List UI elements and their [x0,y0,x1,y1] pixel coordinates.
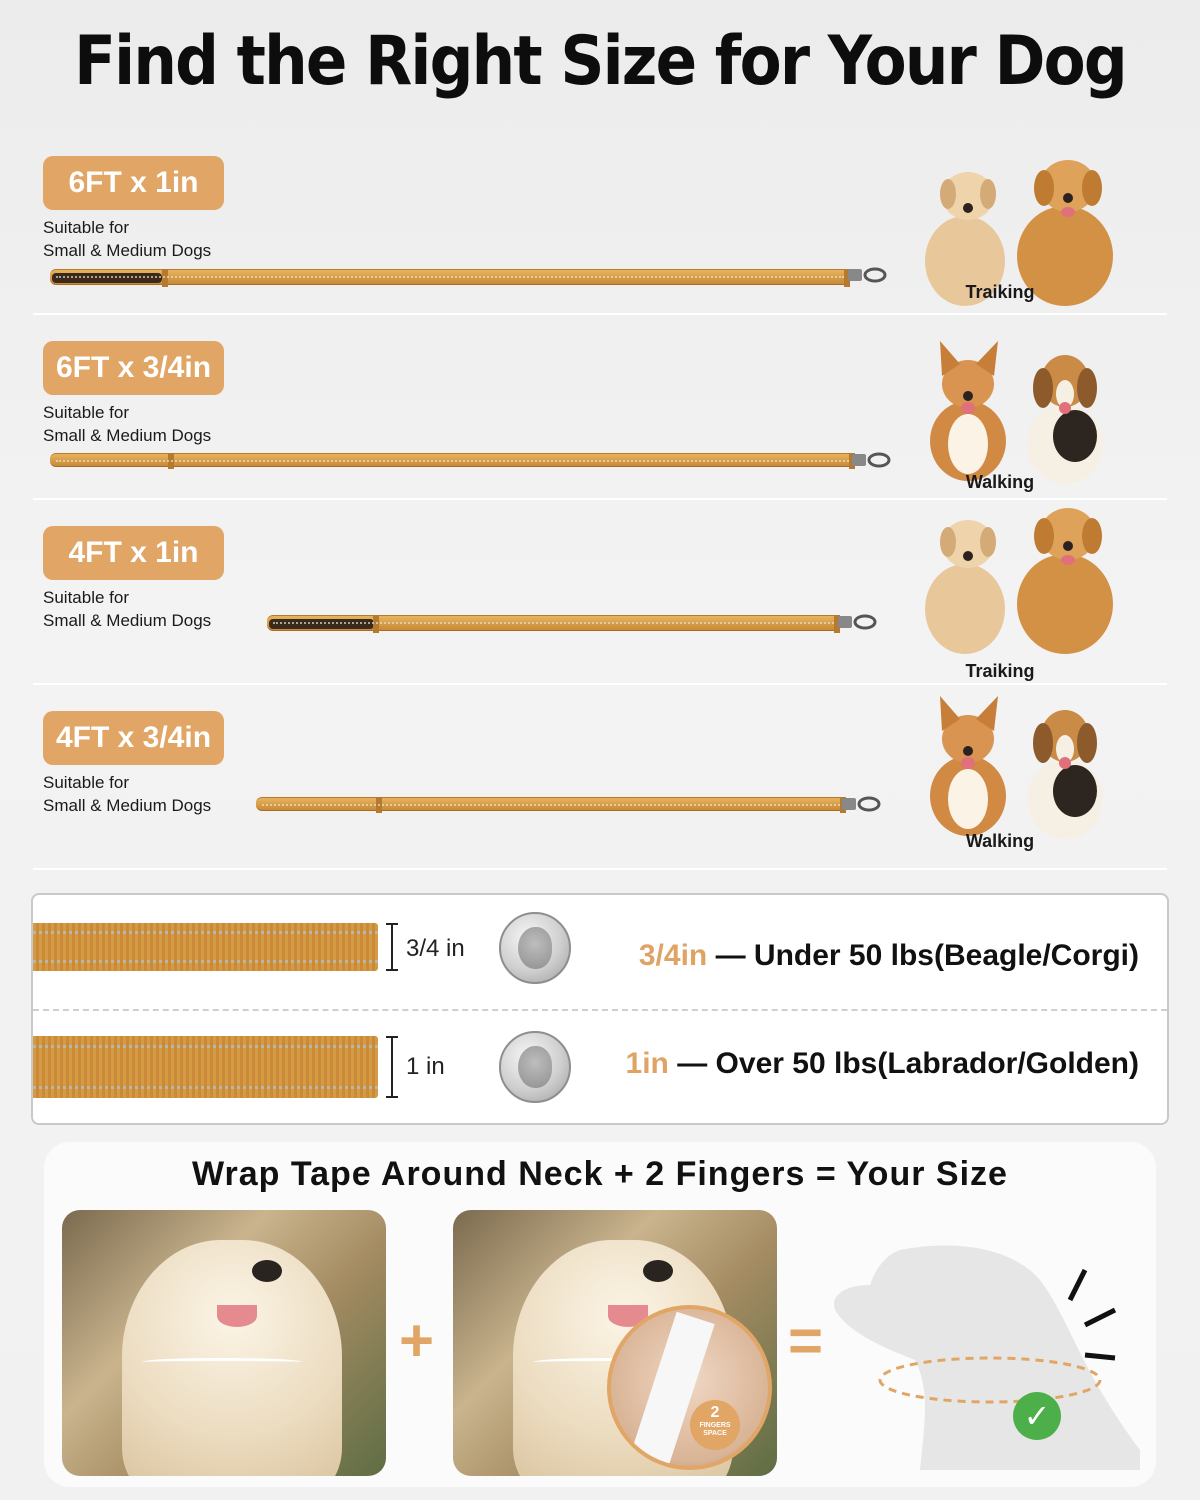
row-divider [33,683,1167,685]
activity-label: Walking [965,472,1035,492]
suitable-text [43,216,211,262]
equals-sign: = [788,1307,824,1374]
suitable-line-2: Small & Medium Dogs [43,426,212,445]
leash-clip-icon [848,264,888,286]
size-badge: 6FT x 1in [43,156,224,210]
labrador-icon [925,520,1005,654]
dog-pair-icon [910,504,1120,654]
leash-handle [52,273,162,283]
row-divider [33,313,1167,315]
suitable-text [43,401,211,447]
leash-image [50,269,850,285]
suitable-line-2: Small & Medium Dogs [43,241,212,260]
size-badge: 4FT x 1in [43,526,224,580]
size-badge: 4FT x 3/4in [43,711,224,765]
dog-pair-icon [910,691,1120,841]
quarter-coin-icon [499,1031,571,1103]
check-icon: ✓ [1013,1392,1061,1440]
suitable-line-1: Suitable for [43,218,129,237]
leash-stitch [376,797,382,813]
leash-clip-icon [842,793,882,815]
width-description [626,1047,1139,1081]
suitable-line-2: Small & Medium Dogs [43,611,212,630]
golden-retriever-icon [1017,508,1113,654]
plus-sign: + [399,1307,435,1374]
width-bracket-icon [386,1036,398,1098]
finger-count: 2 [710,1404,720,1421]
width-desc-text: — Over 50 lbs(Labrador/Golden) [668,1047,1139,1080]
size-row-6ft-1in [0,156,1200,341]
row-divider [33,868,1167,870]
beagle-icon [1027,355,1103,484]
corgi-icon [930,696,1006,836]
leash-stitch [162,269,168,287]
strap-34in-image [33,923,378,971]
dog-pair-icon [910,336,1120,486]
activity-label: Walking [965,831,1035,851]
suitable-line-1: Suitable for [43,773,129,792]
width-accent: 1in [625,1047,669,1080]
size-row-4ft-1in [0,526,1200,711]
dog-tape-photo [62,1210,386,1476]
size-row-6ft-34in [0,341,1200,526]
leash-image [256,797,846,811]
suitable-line-1: Suitable for [43,588,129,607]
leash-clip-icon [838,611,878,633]
width-comparison-panel [31,893,1169,1125]
activity-label: Traiking [965,282,1035,302]
leash-handle [269,619,374,629]
leash-image [50,453,855,467]
leash-stitch [373,615,379,633]
finger-text: FINGERS SPACE [699,1422,731,1437]
strap-1in-image [33,1036,378,1098]
activity-label: Traiking [965,661,1035,681]
width-label: 1 in [406,1053,445,1080]
dashed-divider [33,1009,1167,1011]
two-fingers-badge [690,1400,740,1450]
width-label: 3/4 in [406,935,465,962]
leash-stitch [168,453,174,469]
size-row-4ft-34in [0,711,1200,896]
page-title: Find the Right Size for Your Dog [74,22,1126,101]
beagle-icon [1027,710,1103,839]
width-bracket-icon [386,923,398,971]
leash-clip-icon [852,449,892,471]
row-divider [33,498,1167,500]
width-description [639,939,1139,973]
finger-zoom-circle [607,1305,772,1470]
quarter-coin-icon [499,912,571,984]
size-badge: 6FT x 3/4in [43,341,224,395]
suitable-text [43,586,211,632]
suitable-line-2: Small & Medium Dogs [43,796,212,815]
width-desc-text: — Under 50 lbs(Beagle/Corgi) [707,939,1139,972]
width-accent: 3/4in [638,939,708,972]
corgi-icon [930,341,1006,481]
leash-image [267,615,840,631]
dog-silhouette-icon [830,1240,1150,1470]
suitable-text [43,771,211,817]
measure-title: Wrap Tape Around Neck + 2 Fingers = Your Size [192,1155,1008,1193]
suitable-line-1: Suitable for [43,403,129,422]
